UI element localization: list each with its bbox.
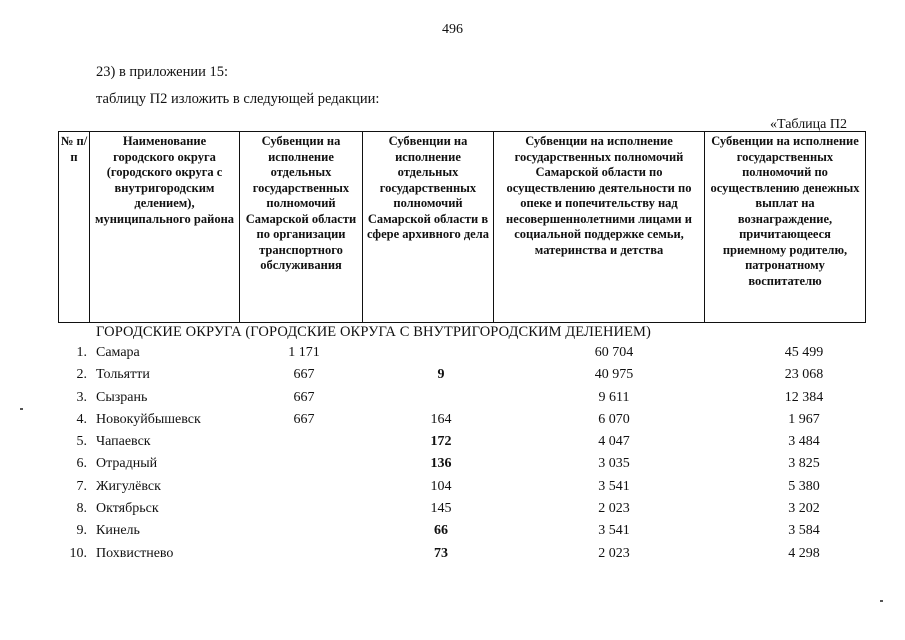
- row-name: Октябрьск: [96, 501, 159, 517]
- row-transport: 1 171: [288, 345, 320, 360]
- row-foster: 12 384: [784, 389, 824, 405]
- row-archive: 172: [430, 434, 452, 450]
- row-name: Сызрань: [96, 389, 148, 405]
- row-name: Чапаевск: [96, 434, 151, 450]
- row-foster: 3 484: [788, 434, 820, 450]
- scan-speck: [880, 600, 883, 602]
- row-archive: 66: [434, 523, 448, 539]
- row-guardianship: 2 023: [598, 501, 630, 517]
- page-number: 496: [442, 22, 463, 37]
- row-number: 8.: [76, 501, 87, 517]
- header-municipality: Наименование городского округа (городского округа с внутригородским делением), муниципального района: [90, 132, 240, 323]
- row-foster: 5 380: [788, 478, 820, 494]
- row-number: 7.: [76, 478, 87, 494]
- row-number: 5.: [76, 434, 87, 450]
- section-title: ГОРОДСКИЕ ОКРУГА (ГОРОДСКИЕ ОКРУГА С ВНУТРИГОРОДСКИМ ДЕЛЕНИЕМ): [96, 324, 651, 340]
- table-caption: «Таблица П2: [770, 117, 847, 132]
- row-name: Тольятти: [96, 367, 150, 383]
- row-archive: 104: [430, 478, 452, 494]
- row-foster: 4 298: [788, 545, 820, 561]
- intro-line-2: таблицу П2 изложить в следующей редакции:: [96, 91, 380, 107]
- row-transport: 667: [293, 367, 315, 383]
- row-foster: 3 584: [788, 523, 820, 539]
- row-transport: 667: [293, 389, 315, 405]
- row-guardianship: 3 541: [598, 523, 630, 539]
- row-guardianship: 9 611: [598, 389, 630, 405]
- row-guardianship: 2 023: [598, 545, 630, 561]
- row-foster: 23 068: [784, 367, 824, 383]
- row-guardianship: 3 035: [598, 456, 630, 472]
- row-name: Самара: [96, 345, 140, 360]
- row-number: 3.: [76, 389, 87, 405]
- row-foster: 45 499: [784, 345, 824, 360]
- row-guardianship: 6 070: [598, 411, 630, 427]
- header-foster-subvention: Субвенции на исполнение государственных полномочий по осуществлению денежных выплат на вознаграждение, причитающееся приемному родителю, патронатному воспитателю: [705, 132, 866, 323]
- header-guardianship-subvention: Субвенции на исполнение государственных полномочий Самарской области по осуществлению деятельности по опеке и попечительству над несовершеннолетними лицами и социальной поддержке семьи, материнства и детства: [494, 132, 705, 323]
- row-name: Кинель: [96, 523, 140, 539]
- row-transport: 667: [293, 411, 315, 427]
- row-name: Жигулёвск: [96, 478, 161, 494]
- row-number: 9.: [76, 523, 87, 539]
- header-archive-subvention: Субвенции на исполнение отдельных государственных полномочий Самарской области в сфере архивного дела: [363, 132, 494, 323]
- table-header: [58, 131, 866, 323]
- row-foster: 3 825: [788, 456, 820, 472]
- row-archive: 9: [437, 367, 445, 383]
- row-number: 2.: [76, 367, 87, 383]
- row-foster: 1 967: [788, 411, 820, 427]
- row-archive: 136: [430, 456, 452, 472]
- scan-speck: [20, 408, 23, 410]
- row-name: Новокуйбышевск: [96, 411, 201, 427]
- row-name: Отрадный: [96, 456, 158, 472]
- row-name: Похвистнево: [96, 545, 174, 561]
- row-guardianship: 40 975: [594, 367, 634, 383]
- header-transport-subvention: Субвенции на исполнение отдельных государственных полномочий Самарской области по организации транспортного обслуживания: [240, 132, 363, 323]
- row-foster: 3 202: [788, 501, 820, 517]
- row-number: 4.: [76, 411, 87, 427]
- header-number: № п/п: [59, 132, 90, 323]
- row-guardianship: 3 541: [598, 478, 630, 494]
- row-guardianship: 4 047: [598, 434, 630, 450]
- row-number: 1.: [76, 345, 87, 360]
- row-archive: 73: [434, 545, 448, 561]
- row-number: 10.: [69, 545, 87, 561]
- row-archive: 164: [430, 411, 452, 427]
- intro-line-1: 23) в приложении 15:: [96, 64, 229, 80]
- row-archive: 145: [430, 501, 452, 517]
- row-number: 6.: [76, 456, 87, 472]
- row-guardianship: 60 704: [594, 345, 634, 360]
